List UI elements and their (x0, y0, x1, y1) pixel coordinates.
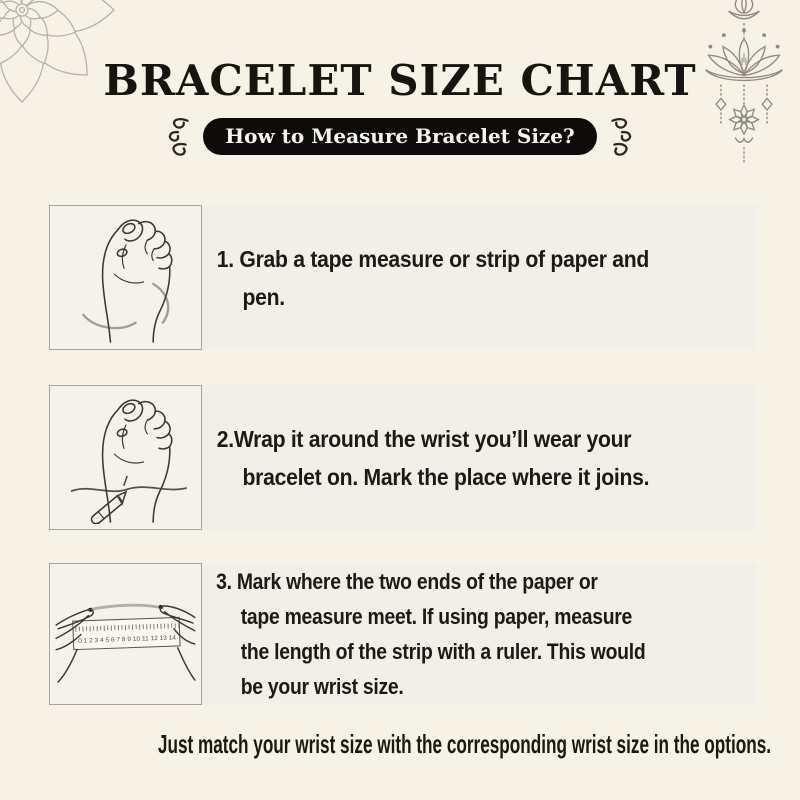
fist-with-tape-measure-icon (56, 212, 196, 344)
ruler-numbers: 0 1 2 3 4 5 6 7 8 9 10 11 12 13 14 (78, 634, 171, 645)
footer-note (0, 729, 800, 760)
step-1-illustration (49, 205, 202, 350)
step-2-illustration (49, 385, 202, 530)
hands-with-ruler-icon (54, 568, 197, 701)
step-3-line-1: 3. Mark where the two ends of the paper or (216, 569, 598, 594)
step-1-row (49, 205, 757, 350)
flourish-left-icon (162, 115, 192, 157)
flourish-right-icon (608, 115, 638, 157)
step-1-line-1: 1. Grab a tape measure or strip of paper and (216, 245, 650, 272)
subtitle-badge: How to Measure Bracelet Size? (203, 118, 596, 155)
step-2-line-1: 2.Wrap it around the wrist you’ll wear your (216, 425, 632, 452)
step-3-line-2: tape measure meet. If using paper, measure (240, 604, 633, 629)
footer-note-text: Just match your wrist size with the corresponding wrist size in the options. (157, 729, 772, 759)
step-2-line-2: bracelet on. Mark the place where it joins. (242, 463, 650, 490)
step-3-line-3: the length of the strip with a ruler. This would (240, 639, 646, 664)
step-1-text (202, 205, 713, 350)
step-1-line-2: pen. (242, 283, 285, 310)
step-2-text (202, 385, 713, 530)
page-title: BRACELET SIZE CHART (103, 56, 697, 105)
step-2-row (49, 385, 757, 530)
step-3-illustration (49, 563, 202, 705)
step-3-line-4: be your wrist size. (240, 674, 404, 699)
fist-with-pen-icon (56, 392, 196, 524)
step-3-row (49, 563, 757, 705)
step-3-text (202, 563, 690, 705)
badge-row (0, 116, 800, 156)
